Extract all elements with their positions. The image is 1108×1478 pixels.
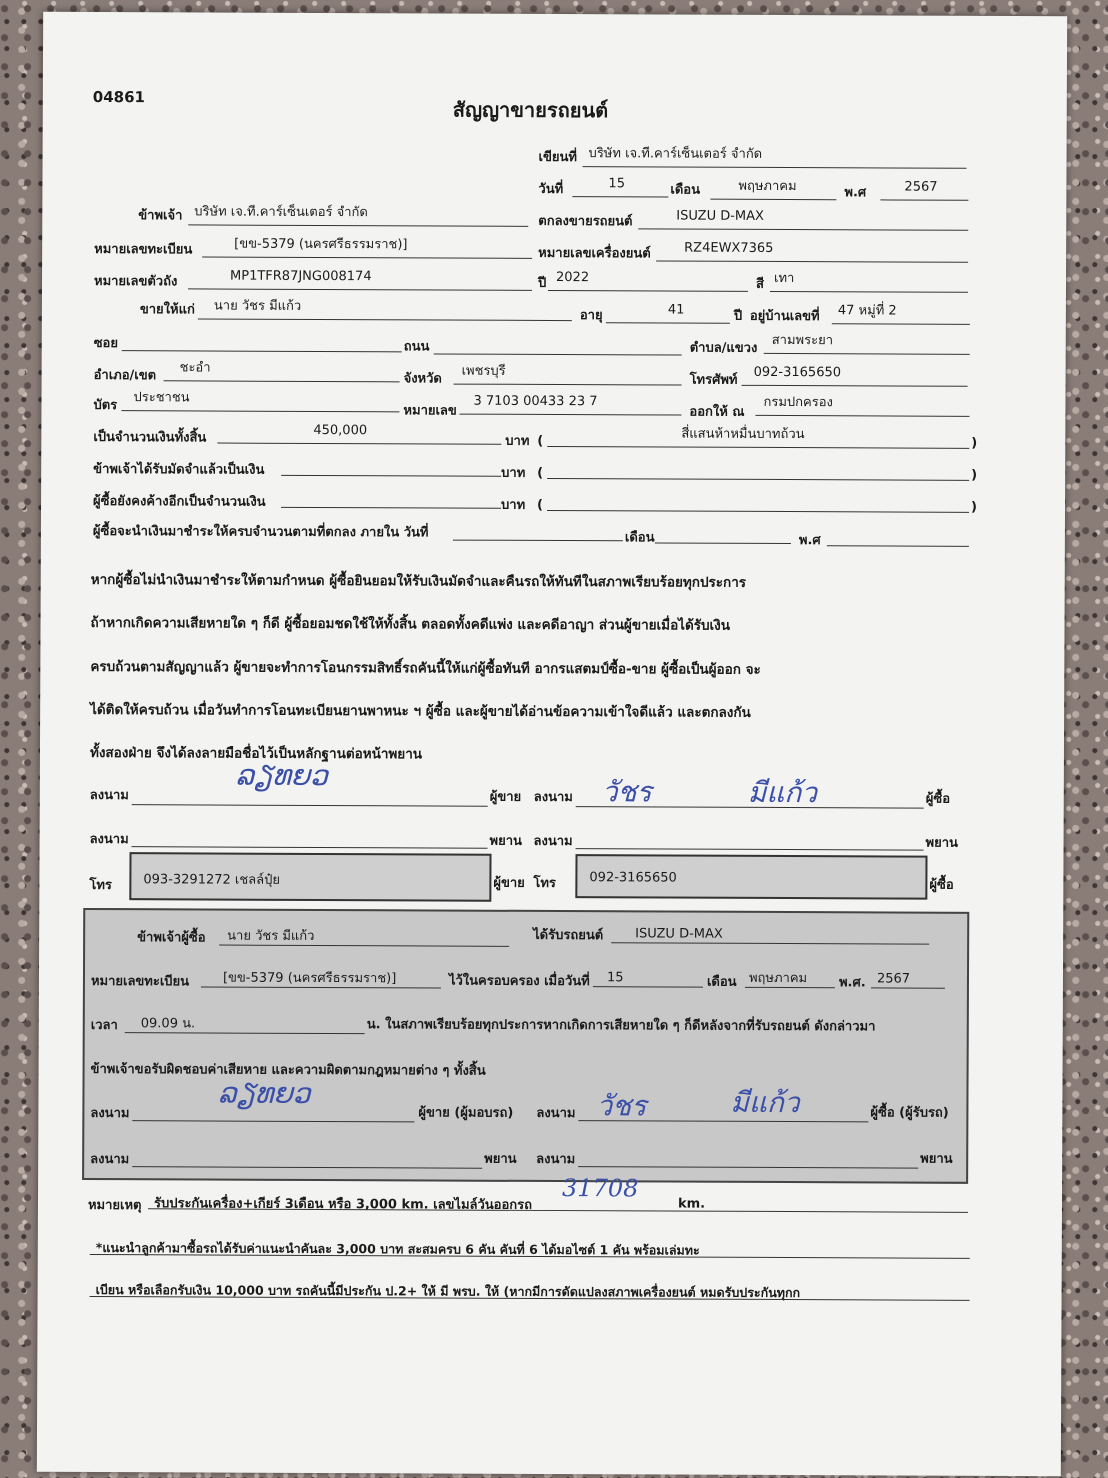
buyer-phone: 092-3165650 (753, 364, 842, 381)
phone-label: โทรศัพท์ (689, 372, 738, 388)
subdistrict-label: ตำบล/แขวง (689, 340, 758, 356)
seller-role: ผู้ขาย (489, 789, 522, 805)
total-close-paren: ) (971, 435, 978, 451)
address-line (832, 323, 970, 325)
remarks-note-2: เบียน หรือเลือกรับเงิน 10,000 บาท รถคันนี้มีประกัน ป.2+ ให้ มี พรบ. ให้ (หากมีการดัดแปลงสภาพเครื่องยนต์ หมดรับประกันทุกก (95, 1282, 801, 1301)
seller-line (188, 224, 528, 226)
car-year-label: ปี (537, 275, 547, 291)
date-label: วันที่ (538, 181, 564, 198)
deposit-open-paren: ( (537, 465, 544, 481)
buyer-phone-label: โทร (533, 875, 556, 892)
remain-baht: บาท (501, 497, 526, 513)
car-year: 2022 (556, 270, 590, 286)
receipt-month-label: เดือน (706, 974, 737, 990)
seller-phone-box (129, 852, 491, 902)
age-unit: ปี (733, 308, 743, 324)
total-label: เป็นจำนวนเงินทั้งสิ้น (93, 429, 207, 446)
receipt-time-text: น. ในสภาพเรียบร้อยทุกประการหากเกิดการเสียหายใด ๆ ก็ดีหลังจากที่รับรถยนต์ ดังกล่าวมา (366, 1017, 876, 1035)
color-line (770, 291, 968, 293)
receipt-day-line (593, 986, 703, 987)
contract-paper (37, 12, 1067, 1476)
receipt-buyer-line (219, 945, 509, 947)
engine-line (656, 260, 968, 262)
seller-phone-role: ผู้ขาย (493, 875, 525, 891)
receipt-car-model: ISUZU D-MAX (635, 926, 723, 942)
province-line (454, 384, 682, 386)
document-title: สัญญาขายรถยนต์ (452, 97, 609, 123)
buyer-province: เพชรบุรี (461, 363, 506, 379)
remain-text-line (547, 510, 969, 513)
receipt-time-line (125, 1032, 365, 1034)
terms-line-3: ครบถ้วนตามสัญญาแล้ว ผู้ขายจะทำการโอนกรรมสิทธิ์รถคันนี้ให้แก่ผู้ซื้อทันที อากรแสตมป์ซื้อ-ขาย ผู้ซื้อเป็นผู้ออก จะ (90, 658, 761, 678)
chassis-line (188, 288, 532, 291)
buyer-phone-role: ผู้ซื้อ (929, 877, 954, 893)
buyer-signature-first: วัชร (601, 775, 652, 809)
receipt-buyer-sig-first: วัชร (596, 1089, 647, 1123)
subdistrict-line (764, 353, 970, 355)
buyer-role: ผู้ซื้อ (925, 791, 951, 807)
seller-name: บริษัท เจ.ที.คาร์เซ็นเตอร์ จำกัด (194, 204, 368, 221)
receipt-seller-sign-label: ลงนาม (90, 1105, 130, 1122)
due-month-label: เดือน (624, 530, 655, 546)
seller-car-model: ISUZU D-MAX (676, 208, 764, 224)
year-label: พ.ศ (844, 185, 867, 201)
seller-label: ข้าพเจ้า (138, 208, 183, 224)
month-label: เดือน (670, 182, 701, 198)
road-line (434, 353, 682, 355)
age-label: อายุ (579, 308, 603, 324)
buyer-phone-box (575, 854, 927, 900)
receipt-year: 2567 (876, 971, 911, 987)
deposit-line (281, 475, 501, 477)
date-year: 2567 (904, 179, 938, 195)
total-text-line (547, 446, 969, 449)
car-chassis: MP1TFR87JNG008174 (230, 268, 372, 285)
province-label: จังหวัด (403, 371, 442, 387)
deposit-label: ข้าพเจ้าได้รับมัดจำแล้วเป็นเงิน (93, 461, 265, 478)
seller-signature: ລຽທຍວ (235, 758, 328, 793)
receipt-witness2-sign-label: ลงนาม (536, 1151, 576, 1168)
payment-total: 450,000 (313, 422, 368, 439)
receipt-witness1-sign-label: ลงนาม (90, 1151, 130, 1168)
remain-open-paren: ( (537, 497, 544, 513)
receipt-buyer-sig-last: มีแก้ว (730, 1085, 800, 1120)
remarks-note-1: *แนะนำลูกค้ามาซื้อรถได้รับค่าแนะนำคันละ 3,000 บาท สะสมครบ 6 คัน คันที่ 6 ได้มอไซต์ 1 คัน พร้อมเล่มทะ (95, 1240, 700, 1258)
receipt-time-label: เวลา (90, 1017, 118, 1034)
phone-line (742, 385, 968, 387)
age-line (606, 322, 730, 324)
deposit-close-paren: ) (971, 467, 978, 483)
soi-line (122, 350, 402, 352)
terms-line-4: ได้ติดให้ครบถ้วน เมื่อวันทำการโอนทะเบียนยานพาหนะ ฯ ผู้ซื้อ และผู้ขายได้อ่านข้อความเข้าใจดีแล้ว และตกลงกัน (90, 701, 751, 721)
buyer-subdistrict: สามพระยา (771, 332, 834, 349)
total-line (217, 443, 501, 445)
color-label: สี (755, 276, 764, 292)
receipt-year-label: พ.ศ. (838, 975, 866, 991)
seller-sign-label: ลงนาม (89, 787, 129, 804)
receipt-buyer-label: ข้าพเจ้าผู้ซื้อ (137, 930, 206, 946)
witness1-role: พยาน (489, 833, 522, 849)
seller-phone: 093-3291272 เชลล์ปุ๋ย (143, 872, 281, 888)
receipt-car-line (611, 942, 929, 944)
remarks-label: หมายเหตุ (87, 1197, 142, 1214)
seller-sign-line (132, 804, 488, 807)
receipt-month: พฤษภาคม (748, 970, 808, 987)
deposit-text-line (547, 478, 969, 481)
receipt-liability: ข้าพเจ้าขอรับผิดชอบค่าเสียหาย และความผิดตามกฎหมายต่าง ๆ ทั้งสิ้น (90, 1061, 486, 1079)
receipt-seller-signature: ລຽທຍວ (218, 1076, 311, 1110)
total-baht: บาท (505, 433, 530, 449)
due-day-line (453, 540, 623, 542)
receipt-possession-label: ไว้ในครอบครอง เมื่อวันที่ (448, 973, 590, 990)
buyer-line (198, 318, 572, 321)
buyer-address: 47 หมู่ที่ 2 (837, 303, 897, 319)
receipt-witness2-line (578, 1166, 918, 1168)
soi-label: ซอย (93, 335, 119, 352)
terms-line-1: หากผู้ซื้อไม่นำเงินมาชำระให้ตามกำหนด ผู้ซื้อยินยอมให้รับเงินมัดจำและคืนรถให้ทันทีในสภาพเรียบร้อยทุกประการ (90, 571, 747, 591)
receipt-month-line (745, 987, 835, 988)
remarks-mileage: 31708 (562, 1174, 639, 1203)
buyer-name: นาย วัชร มีแก้ว (213, 298, 302, 314)
remain-close-paren: ) (971, 499, 978, 515)
receipt-witness1-line (132, 1166, 482, 1169)
deposit-baht: บาท (501, 465, 526, 481)
witness2-role: พยาน (925, 835, 958, 851)
card-line (121, 410, 399, 412)
due-year-label: พ.ศ (798, 533, 821, 549)
receipt-box (82, 908, 969, 1184)
road-label: ถนน (403, 339, 430, 355)
issued-line (755, 415, 969, 417)
sell-car-label: ตกลงขายรถยนต์ (538, 213, 633, 230)
buyer-signature-last: มีแก้ว (747, 775, 818, 810)
receipt-reg-line (201, 986, 441, 988)
payment-total-text: สี่แสนห้าหมื่นบาทถ้วน (681, 426, 805, 443)
year-line (880, 199, 968, 200)
buyer-issued: กรมปกครอง (763, 394, 833, 411)
remarks-warranty: รับประกันเครื่อง+เกียร์ 3เดือน หรือ 3,000 km. เลขไมล์วันออกรถ (153, 1196, 533, 1213)
district-label: อำเภอ/เขต (93, 367, 157, 384)
buyer-card: ประชาชน (133, 390, 190, 406)
reg-line (202, 256, 532, 258)
receipt-buyer-sign-label: ลงนาม (536, 1105, 576, 1122)
car-model-line (638, 228, 968, 230)
sell-to-label: ขายให้แก่ (139, 302, 195, 318)
buyer-district: ชะอำ (179, 360, 211, 376)
due-year-line (827, 545, 969, 547)
car-reg: [ขข-5379 (นครศรีธรรมราช)] (234, 236, 408, 253)
receipt-witness1-role: พยาน (484, 1151, 517, 1167)
witness1-line (132, 846, 488, 849)
car-year-line (548, 290, 748, 292)
chassis-label: หมายเลขตัวถัง (93, 273, 178, 290)
receipt-seller-line (132, 1120, 414, 1122)
id-line (459, 414, 681, 416)
witness2-line (576, 848, 924, 851)
witness2-sign-label: ลงนาม (533, 833, 573, 850)
receipt-witness2-role: พยาน (920, 1151, 953, 1167)
buyer-id: 3 7103 00433 23 7 (473, 393, 598, 410)
issued-label: ออกให้ ณ (689, 404, 745, 420)
date-day: 15 (608, 176, 626, 192)
car-color: เทา (774, 270, 795, 287)
remarks-km: km. (677, 1196, 706, 1212)
car-engine: RZ4EWX7365 (684, 240, 774, 256)
buyer-sign-label: ลงนาม (533, 789, 573, 806)
address-label: อยู่บ้านเลขที่ (749, 308, 820, 325)
due-month-line (655, 542, 791, 544)
receipt-time: 09.09 น. (140, 1016, 196, 1032)
terms-line-2: ถ้าหากเกิดความเสียหายใด ๆ ก็ดี ผู้ซื้อยอมชดใช้ให้ทั้งสิ้น ตลอดทั้งคดีแพ่ง และคดีอาญา ส่วนผู้ขายเมื่อได้รับเงิน (90, 614, 731, 634)
receipt-buyer-name: นาย วัชร มีแก้ว (227, 928, 315, 944)
receipt-buyer-role: ผู้ซื้อ (ผู้รับรถ) (870, 1105, 949, 1121)
written-at-value: บริษัท เจ.ที.คาร์เซ็นเตอร์ จำกัด (588, 146, 763, 162)
witness1-sign-label: ลงนาม (89, 831, 129, 848)
district-line (164, 380, 400, 382)
receipt-day: 15 (606, 970, 624, 986)
seller-phone-label: โทร (89, 877, 112, 894)
buyer-phone-value: 092-3165650 (589, 870, 677, 886)
due-label: ผู้ซื้อจะนำเงินมาชำระให้ครบจำนวนตามที่ตกลง ภายใน วันที่ (92, 523, 429, 541)
receipt-reg-label: หมายเลขทะเบียน (90, 973, 190, 990)
id-label: หมายเลข (403, 403, 457, 419)
month-line (710, 199, 836, 201)
receipt-seller-role: ผู้ขาย (ผู้มอบรถ) (418, 1105, 514, 1121)
remain-line (281, 507, 501, 509)
receipt-reg: [ขข-5379 (นครศรีธรรมราช)] (222, 970, 397, 987)
buyer-age: 41 (667, 302, 685, 318)
written-at-label: เขียนที่ (538, 149, 577, 166)
reg-label: หมายเลขทะเบียน (94, 241, 193, 258)
date-month: พฤษภาคม (738, 178, 797, 195)
card-label: บัตร (93, 397, 118, 414)
document-number: 04861 (92, 87, 146, 107)
day-line (572, 196, 668, 197)
total-open-paren: ( (537, 433, 544, 449)
written-at-line (583, 166, 967, 169)
terms-line-5: ทั้งสองฝ่าย จึงได้ลงลายมือชื่อไว้เป็นหลักฐานต่อหน้าพยาน (89, 744, 423, 763)
remain-label: ผู้ซื้อยังคงค้างอีกเป็นจำนวนเงิน (93, 493, 266, 510)
engine-label: หมายเลขเครื่องยนต์ (538, 245, 651, 262)
receipt-year-line (871, 987, 945, 988)
receipt-received-label: ได้รับรถยนต์ (533, 927, 604, 944)
